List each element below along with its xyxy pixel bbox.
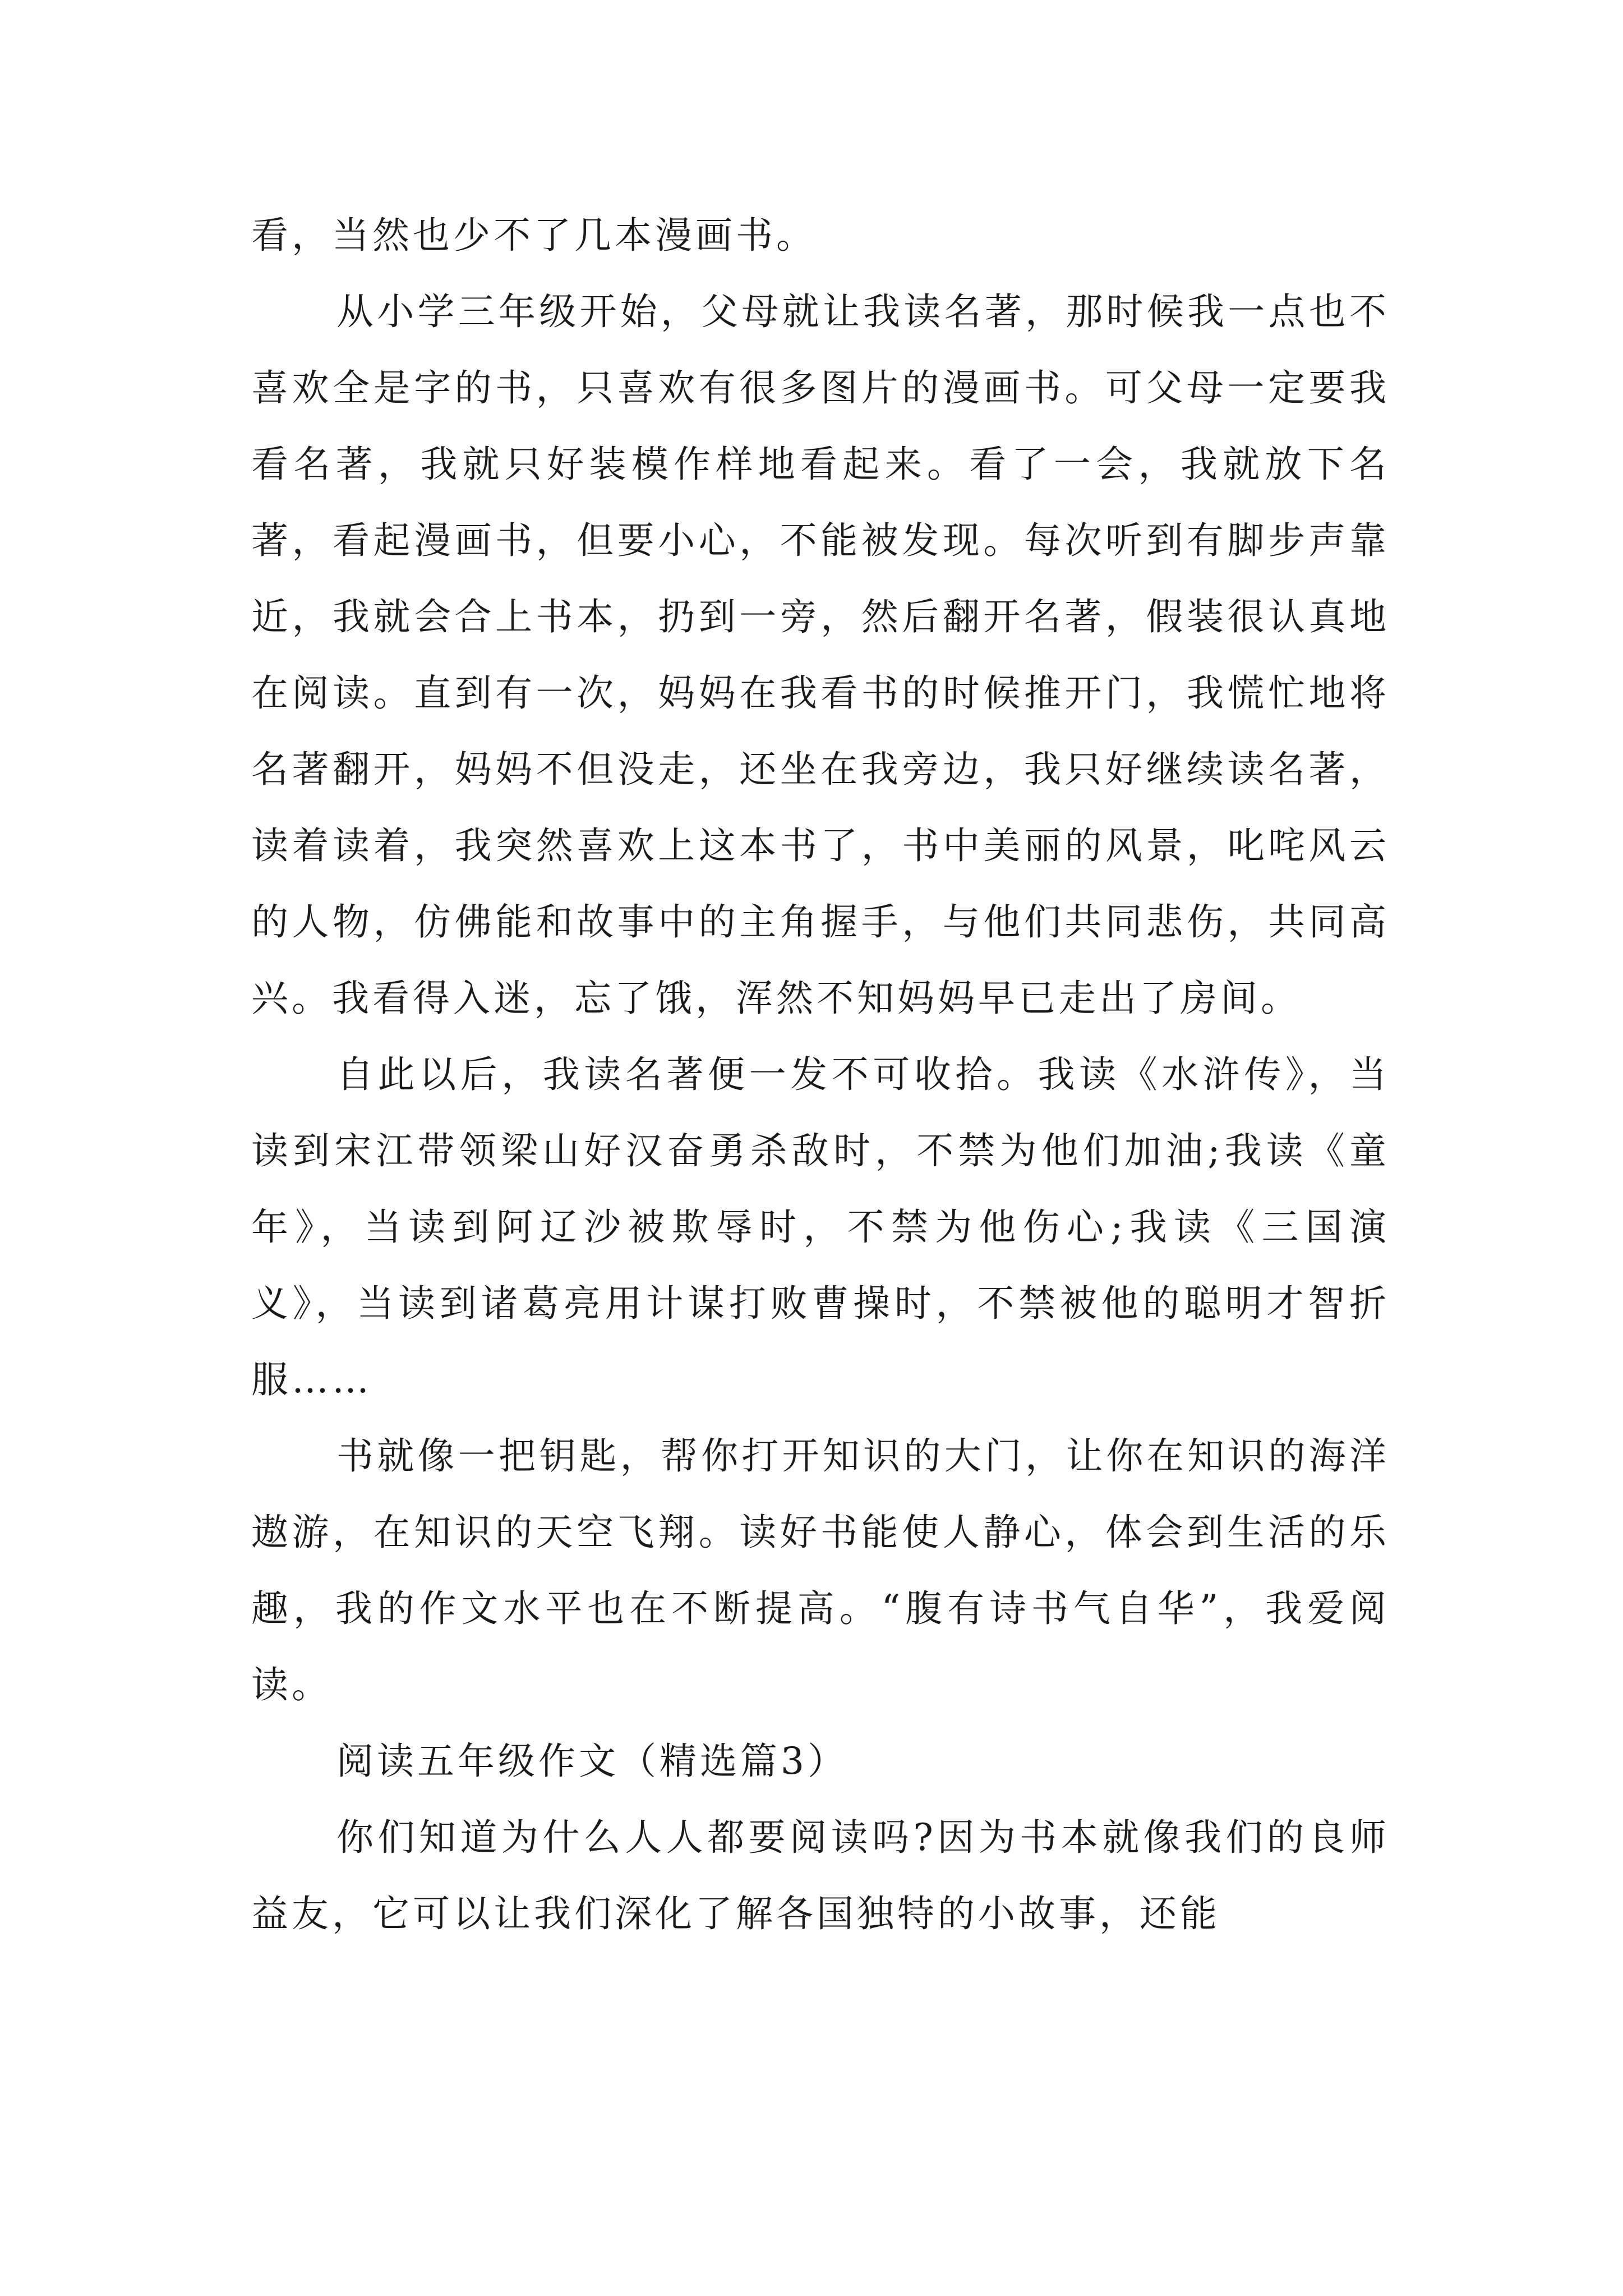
paragraph-book-key: 书就像一把钥匙，帮你打开知识的大门，让你在知识的海洋遨游，在知识的天空飞翔。读好书能使人静心，体会到生活的乐趣，我的作文水平也在不断提高。“腹有诗书气自华”，我爱阅读。 <box>251 1434 1390 1706</box>
paragraph-why-read: 你们知道为什么人人都要阅读吗?因为书本就像我们的良师益友，它可以让我们深化了解各国独特的小故事，还能 <box>251 1816 1390 1935</box>
section-heading: 阅读五年级作文（精选篇3） <box>336 1740 848 1783</box>
document-body <box>251 197 1390 1952</box>
paragraph-after-that: 自此以后，我读名著便一发不可收拾。我读《水浒传》，当读到宋江带领梁山好汉奋勇杀敌时，不禁为他们加油;我读《童年》，当读到阿辽沙被欺辱时，不禁为他伤心;我读《三国演义》，当读到诸葛亮用计谋打败曹操时，不禁被他的聪明才智折服…… <box>251 1053 1390 1401</box>
paragraph-continuation: 看，当然也少不了几本漫画书。 <box>251 214 817 257</box>
paragraph-reading-classics: 从小学三年级开始，父母就让我读名著，那时候我一点也不喜欢全是字的书，只喜欢有很多图片的漫画书。可父母一定要我看名著，我就只好装模作样地看起来。看了一会，我就放下名著，看起漫画书，但要小心，不能被发现。每次听到有脚步声靠近，我就会合上书本，扔到一旁，然后翻开名著，假装很认真地在阅读。直到有一次，妈妈在我看书的时候推开门，我慌忙地将名著翻开，妈妈不但没走，还坐在我旁边，我只好继续读名著，读着读着，我突然喜欢上这本书了，书中美丽的风景，叱咤风云的人物，仿佛能和故事中的主角握手，与他们共同悲伤，共同高兴。我看得入迷，忘了饿，浑然不知妈妈早已走出了房间。 <box>251 290 1390 1020</box>
